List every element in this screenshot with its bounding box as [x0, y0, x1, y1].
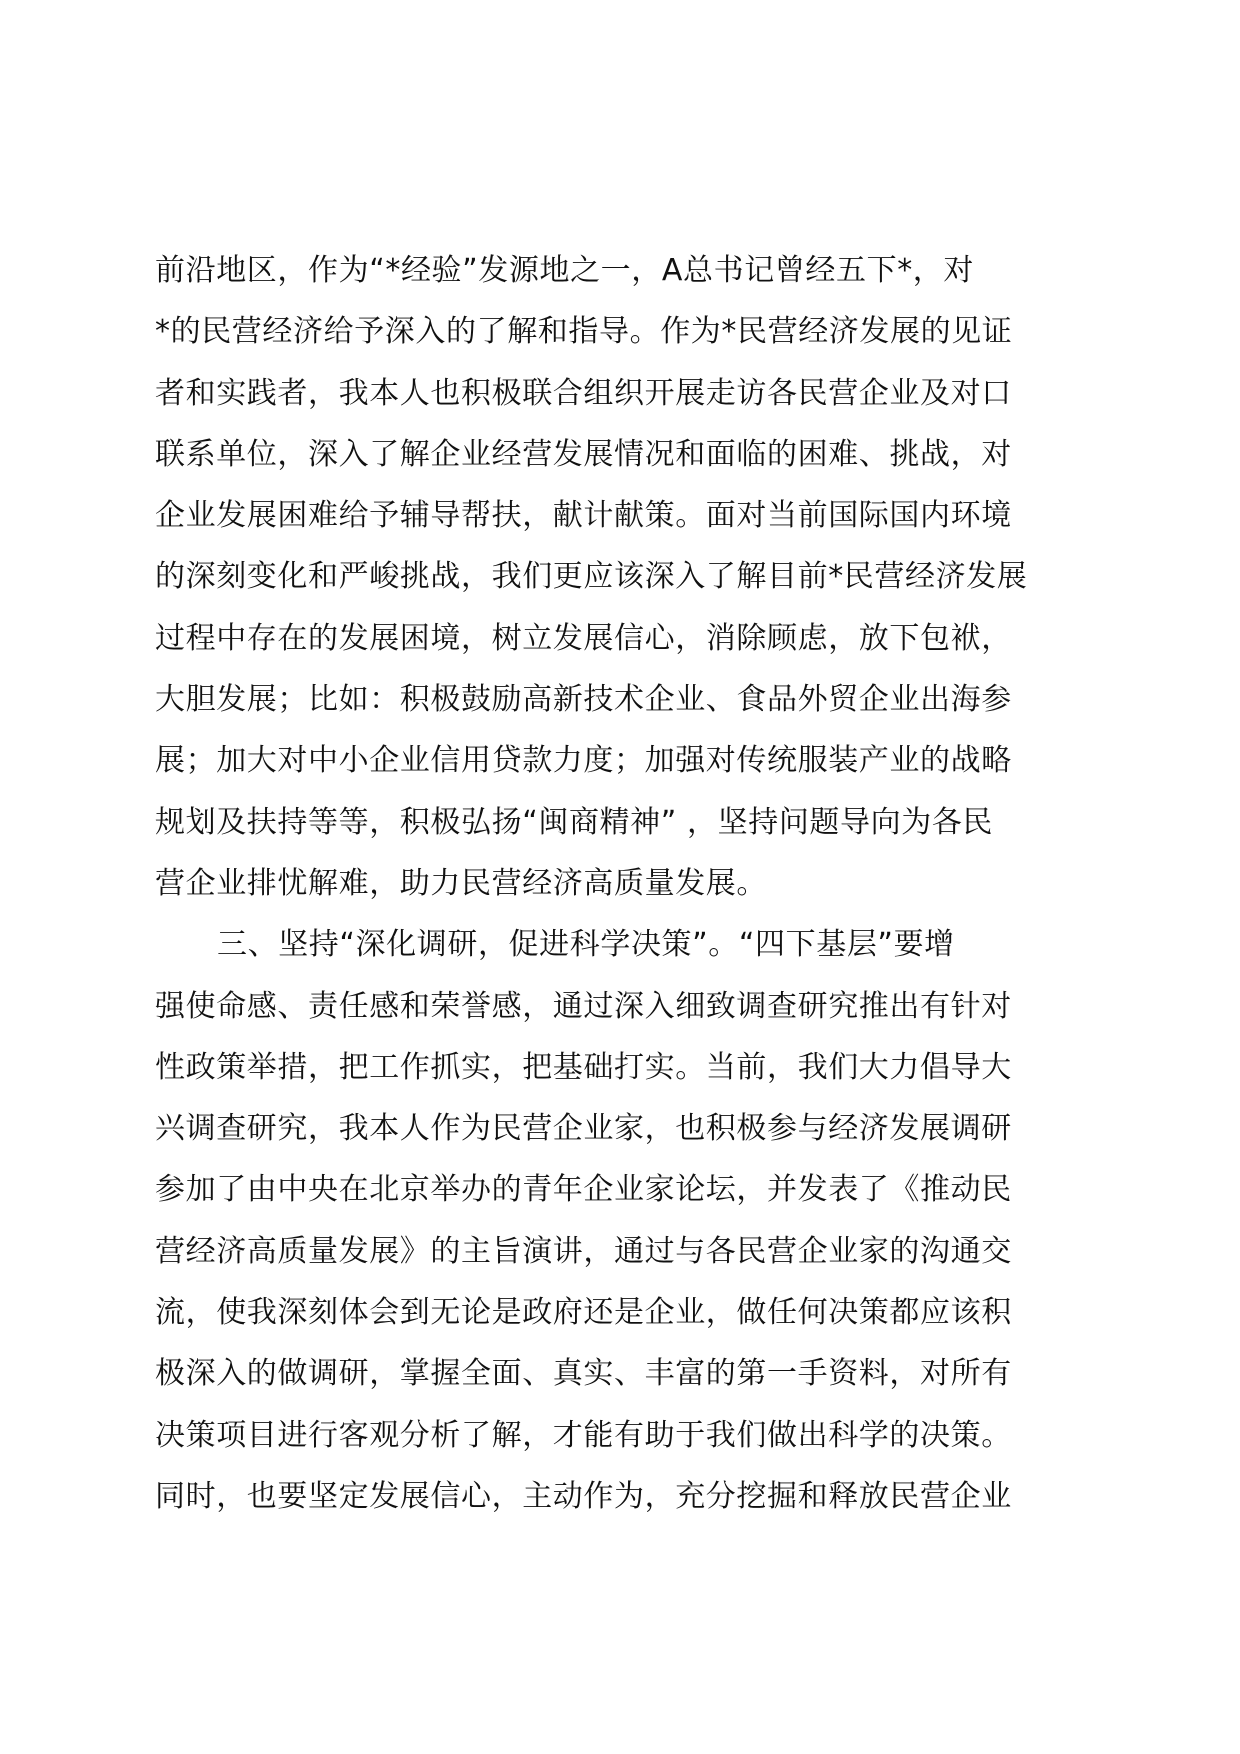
text-line: 企业发展困难给予辅导帮扶，献计献策。面对当前国际国内环境 [155, 498, 1012, 534]
text-line: 营企业排忧解难，助力民营经济高质量发展。 [155, 865, 767, 901]
text-line: *的民营经济给予深入的了解和指导。作为*民营经济发展的见证 [155, 314, 1013, 350]
text-line: 展；加大对中小企业信用贷款力度；加强对传统服装产业的战略 [155, 743, 1012, 779]
text-line: 联系单位，深入了解企业经营发展情况和面临的困难、挑战，对 [155, 436, 1012, 472]
body-text [155, 240, 1095, 1527]
text-line: 前沿地区，作为“*经验”发源地之一，A总书记曾经五下*，对 [155, 253, 975, 288]
text-line: 兴调查研究，我本人作为民营企业家，也积极参与经济发展调研 [155, 1111, 1012, 1147]
text-line: 营经济高质量发展》的主旨演讲，通过与各民营企业家的沟通交 [155, 1233, 1012, 1269]
text-line: 规划及扶持等等，积极弘扬“闽商精神” ，坚持问题导向为各民 [155, 804, 994, 840]
text-line: 同时，也要坚定发展信心，主动作为，充分挖掘和释放民营企业 [155, 1478, 1012, 1514]
text-line: 大胆发展；比如：积极鼓励高新技术企业、食品外贸企业出海参 [155, 682, 1012, 718]
text-line: 参加了由中央在北京举办的青年企业家论坛，并发表了《推动民 [155, 1172, 1012, 1208]
text-line: 性政策举措，把工作抓实，把基础打实。当前，我们大力倡导大 [155, 1049, 1012, 1085]
text-line: 者和实践者，我本人也积极联合组织开展走访各民营企业及对口 [155, 375, 1012, 411]
text-line: 的深刻变化和严峻挑战，我们更应该深入了解目前*民营经济发展 [155, 559, 1028, 595]
text-line: 决策项目进行客观分析了解，才能有助于我们做出科学的决策。 [155, 1417, 1012, 1453]
text-line: 强使命感、责任感和荣誉感，通过深入细致调查研究推出有针对 [155, 988, 1012, 1024]
text-line: 过程中存在的发展困境，树立发展信心，消除顾虑，放下包袱， [155, 620, 1012, 656]
text-line: 极深入的做调研，掌握全面、真实、丰富的第一手资料，对所有 [155, 1356, 1012, 1392]
section-heading-line: 三、坚持“深化调研，促进科学决策”。“四下基层”要增 [217, 927, 955, 963]
text-line: 流，使我深刻体会到无论是政府还是企业，做任何决策都应该积 [155, 1295, 1012, 1331]
